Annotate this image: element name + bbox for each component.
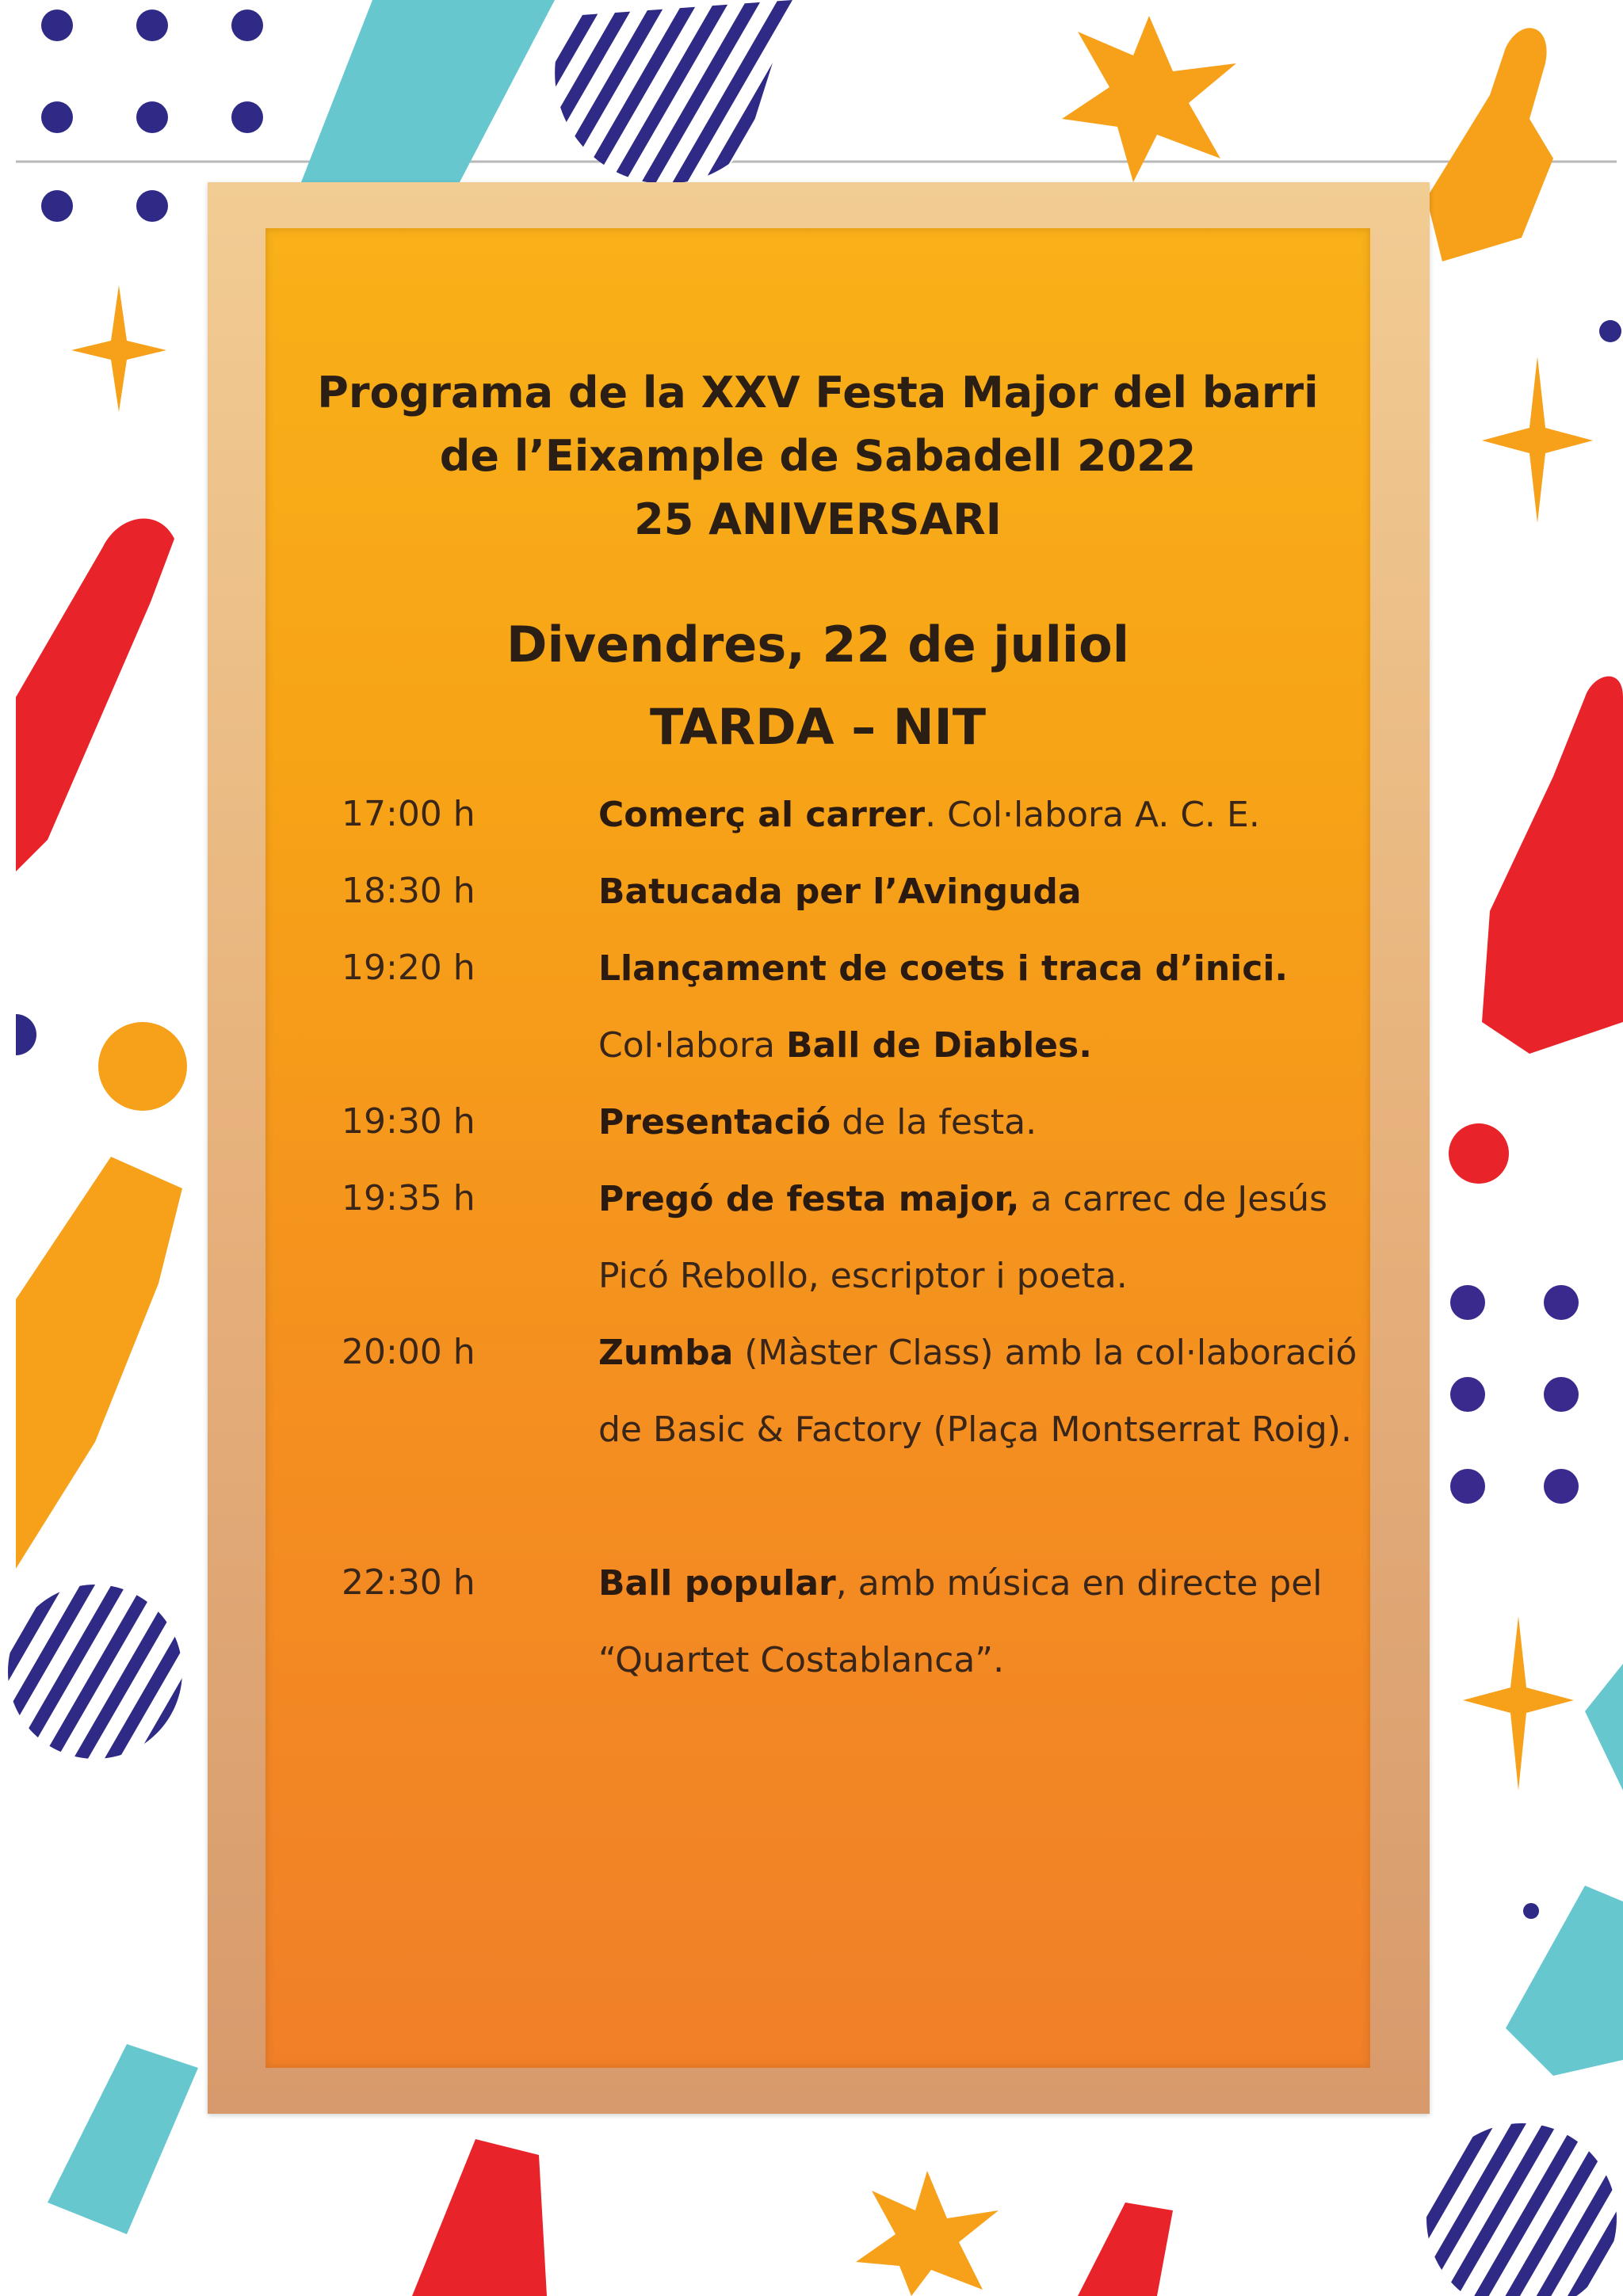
- day-heading: [265, 604, 1370, 769]
- event-collaborator-prefix: Col·labora: [598, 1025, 786, 1066]
- event-description: [598, 776, 1359, 853]
- program-card: [208, 182, 1430, 2114]
- event-detail: . Col·labora A. C. E.: [925, 795, 1260, 835]
- event-time: 17:00 h: [342, 794, 475, 834]
- event-title: Llançament de coets i traca d’inici.: [598, 948, 1289, 989]
- event-description: [598, 1314, 1359, 1468]
- title-line-2: de l’Eixample de Sabadell 2022: [439, 431, 1197, 481]
- event-description: [598, 1161, 1359, 1314]
- event-title: Batucada per l’Avinguda: [598, 871, 1082, 912]
- event-detail: (Màster Class) amb la col·laboració de Basic & Factory (Plaça Montserrat Roig).: [598, 1333, 1358, 1450]
- event-collaborator: Ball de Diables.: [785, 1025, 1092, 1066]
- day-date: Divendres, 22 de juliol: [506, 616, 1129, 673]
- title-line-3: 25 ANIVERSARI: [634, 494, 1002, 544]
- title-line-1: Programa de la XXV Festa Major del barri: [317, 368, 1319, 418]
- event-time: 19:35 h: [342, 1178, 475, 1219]
- event-time: 22:30 h: [342, 1562, 475, 1603]
- event-description: [598, 1084, 1359, 1161]
- event-title: Presentació: [598, 1102, 831, 1142]
- event-title: Ball popular: [598, 1563, 836, 1604]
- event-time: 18:30 h: [342, 871, 475, 911]
- event-detail: a carrec de Jesús Picó Rebollo, escriptor i poeta.: [598, 1179, 1328, 1296]
- event-title: Zumba: [598, 1333, 734, 1373]
- program-panel: [265, 228, 1370, 2068]
- event-description: [598, 853, 1359, 930]
- event-title: Comerç al carrer: [598, 795, 926, 835]
- event-description: [598, 930, 1359, 1084]
- day-period: TARDA – NIT: [649, 698, 987, 756]
- event-detail: de la festa.: [831, 1102, 1037, 1142]
- event-time: 19:30 h: [342, 1101, 475, 1142]
- event-title: Pregó de festa major,: [598, 1179, 1020, 1219]
- event-detail: , amb música en directe pel “Quartet Costablanca”.: [598, 1563, 1323, 1680]
- event-time: 19:20 h: [342, 948, 475, 988]
- event-time: 20:00 h: [342, 1332, 475, 1372]
- program-title: [265, 361, 1370, 551]
- event-description: [598, 1545, 1359, 1699]
